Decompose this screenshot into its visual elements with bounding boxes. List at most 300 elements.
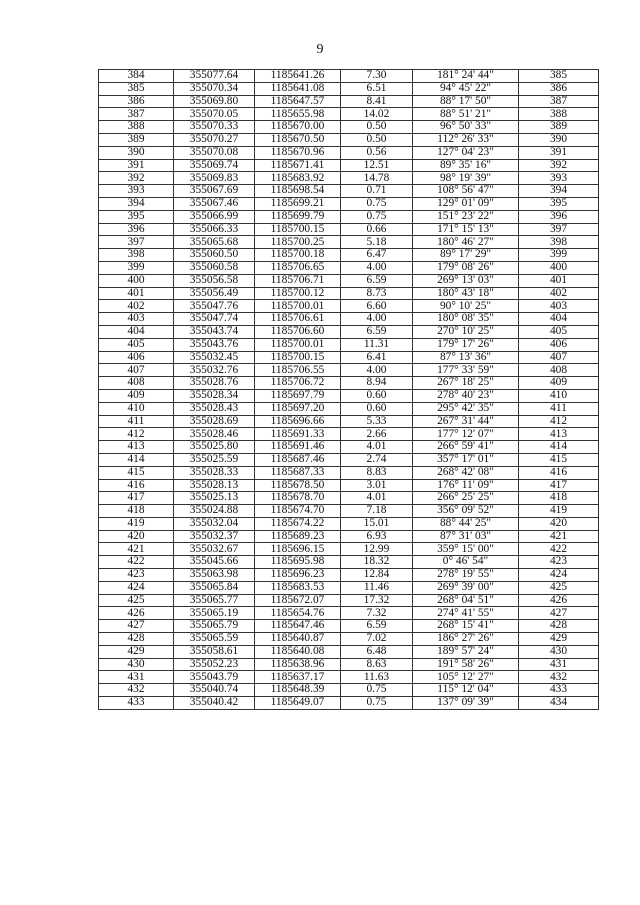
distance-cell: 2.74 xyxy=(341,453,413,466)
y-coordinate-cell: 1185670.00 xyxy=(255,121,341,134)
point-number-cell: 433 xyxy=(99,697,174,710)
table-row xyxy=(99,325,599,338)
point-number-cell: 406 xyxy=(99,351,174,364)
next-point-cell: 395 xyxy=(519,197,599,210)
distance-cell: 0.60 xyxy=(341,389,413,402)
y-coordinate-cell: 1185671.41 xyxy=(255,159,341,172)
table-row xyxy=(99,389,599,402)
table-row xyxy=(99,249,599,262)
x-coordinate-cell: 355028.13 xyxy=(174,479,255,492)
y-coordinate-cell: 1185706.61 xyxy=(255,313,341,326)
table-row xyxy=(99,197,599,210)
distance-cell: 0.66 xyxy=(341,223,413,236)
distance-cell: 4.01 xyxy=(341,492,413,505)
point-number-cell: 427 xyxy=(99,620,174,633)
next-point-cell: 434 xyxy=(519,697,599,710)
bearing-cell: 112° 26' 33" xyxy=(413,133,519,146)
next-point-cell: 391 xyxy=(519,146,599,159)
next-point-cell: 431 xyxy=(519,658,599,671)
next-point-cell: 417 xyxy=(519,479,599,492)
bearing-cell: 267° 18' 25" xyxy=(413,377,519,390)
point-number-cell: 398 xyxy=(99,249,174,262)
bearing-cell: 108° 56' 47" xyxy=(413,185,519,198)
distance-cell: 11.31 xyxy=(341,338,413,351)
point-number-cell: 424 xyxy=(99,581,174,594)
table-row xyxy=(99,633,599,646)
table-row xyxy=(99,479,599,492)
y-coordinate-cell: 1185637.17 xyxy=(255,671,341,684)
table-row xyxy=(99,530,599,543)
table-row xyxy=(99,159,599,172)
x-coordinate-cell: 355065.59 xyxy=(174,633,255,646)
x-coordinate-cell: 355043.79 xyxy=(174,671,255,684)
point-number-cell: 404 xyxy=(99,325,174,338)
x-coordinate-cell: 355047.74 xyxy=(174,313,255,326)
table-row xyxy=(99,581,599,594)
bearing-cell: 267° 31' 44" xyxy=(413,415,519,428)
distance-cell: 6.51 xyxy=(341,82,413,95)
bearing-cell: 268° 15' 41" xyxy=(413,620,519,633)
y-coordinate-cell: 1185691.33 xyxy=(255,428,341,441)
y-coordinate-cell: 1185700.25 xyxy=(255,236,341,249)
y-coordinate-cell: 1185698.54 xyxy=(255,185,341,198)
distance-cell: 8.63 xyxy=(341,658,413,671)
next-point-cell: 399 xyxy=(519,249,599,262)
x-coordinate-cell: 355032.37 xyxy=(174,530,255,543)
next-point-cell: 413 xyxy=(519,428,599,441)
table-row xyxy=(99,261,599,274)
y-coordinate-cell: 1185700.01 xyxy=(255,338,341,351)
x-coordinate-cell: 355060.58 xyxy=(174,261,255,274)
table-row xyxy=(99,492,599,505)
point-number-cell: 429 xyxy=(99,645,174,658)
y-coordinate-cell: 1185655.98 xyxy=(255,108,341,121)
point-number-cell: 402 xyxy=(99,300,174,313)
point-number-cell: 422 xyxy=(99,556,174,569)
x-coordinate-cell: 355065.79 xyxy=(174,620,255,633)
bearing-cell: 357° 17' 01" xyxy=(413,453,519,466)
x-coordinate-cell: 355065.68 xyxy=(174,236,255,249)
bearing-cell: 180° 43' 18" xyxy=(413,287,519,300)
bearing-cell: 171° 15' 13" xyxy=(413,223,519,236)
page-number: 9 xyxy=(316,42,324,57)
y-coordinate-cell: 1185689.23 xyxy=(255,530,341,543)
point-number-cell: 410 xyxy=(99,402,174,415)
y-coordinate-cell: 1185640.87 xyxy=(255,633,341,646)
distance-cell: 0.75 xyxy=(341,197,413,210)
y-coordinate-cell: 1185641.26 xyxy=(255,70,341,83)
bearing-cell: 90° 10' 25" xyxy=(413,300,519,313)
next-point-cell: 409 xyxy=(519,377,599,390)
bearing-cell: 274° 41' 55" xyxy=(413,607,519,620)
bearing-cell: 278° 40' 23" xyxy=(413,389,519,402)
next-point-cell: 428 xyxy=(519,620,599,633)
distance-cell: 0.75 xyxy=(341,684,413,697)
point-number-cell: 401 xyxy=(99,287,174,300)
distance-cell: 0.75 xyxy=(341,210,413,223)
bearing-cell: 266° 25' 25" xyxy=(413,492,519,505)
next-point-cell: 421 xyxy=(519,530,599,543)
y-coordinate-cell: 1185672.07 xyxy=(255,594,341,607)
x-coordinate-cell: 355043.76 xyxy=(174,338,255,351)
distance-cell: 12.51 xyxy=(341,159,413,172)
table-row xyxy=(99,133,599,146)
bearing-cell: 96° 50' 33" xyxy=(413,121,519,134)
table-row xyxy=(99,607,599,620)
bearing-cell: 89° 35' 16" xyxy=(413,159,519,172)
table-row xyxy=(99,441,599,454)
y-coordinate-cell: 1185699.21 xyxy=(255,197,341,210)
bearing-cell: 189° 57' 24" xyxy=(413,645,519,658)
y-coordinate-cell: 1185700.18 xyxy=(255,249,341,262)
y-coordinate-cell: 1185647.46 xyxy=(255,620,341,633)
table-row xyxy=(99,569,599,582)
distance-cell: 8.94 xyxy=(341,377,413,390)
bearing-cell: 180° 08' 35" xyxy=(413,313,519,326)
x-coordinate-cell: 355065.19 xyxy=(174,607,255,620)
y-coordinate-cell: 1185706.55 xyxy=(255,364,341,377)
point-number-cell: 388 xyxy=(99,121,174,134)
bearing-cell: 87° 13' 36" xyxy=(413,351,519,364)
point-number-cell: 391 xyxy=(99,159,174,172)
next-point-cell: 414 xyxy=(519,441,599,454)
distance-cell: 5.33 xyxy=(341,415,413,428)
x-coordinate-cell: 355028.43 xyxy=(174,402,255,415)
table-row xyxy=(99,645,599,658)
table-row xyxy=(99,172,599,185)
next-point-cell: 386 xyxy=(519,82,599,95)
coordinates-table-body xyxy=(99,70,599,710)
point-number-cell: 426 xyxy=(99,607,174,620)
y-coordinate-cell: 1185696.15 xyxy=(255,543,341,556)
y-coordinate-cell: 1185678.50 xyxy=(255,479,341,492)
coordinates-table xyxy=(98,69,599,710)
distance-cell: 4.00 xyxy=(341,261,413,274)
next-point-cell: 424 xyxy=(519,569,599,582)
next-point-cell: 408 xyxy=(519,364,599,377)
x-coordinate-cell: 355058.61 xyxy=(174,645,255,658)
y-coordinate-cell: 1185706.60 xyxy=(255,325,341,338)
y-coordinate-cell: 1185640.08 xyxy=(255,645,341,658)
x-coordinate-cell: 355025.13 xyxy=(174,492,255,505)
x-coordinate-cell: 355060.50 xyxy=(174,249,255,262)
table-row xyxy=(99,287,599,300)
y-coordinate-cell: 1185706.71 xyxy=(255,274,341,287)
x-coordinate-cell: 355025.59 xyxy=(174,453,255,466)
next-point-cell: 387 xyxy=(519,95,599,108)
table-row xyxy=(99,620,599,633)
x-coordinate-cell: 355070.33 xyxy=(174,121,255,134)
bearing-cell: 269° 39' 00" xyxy=(413,581,519,594)
next-point-cell: 389 xyxy=(519,121,599,134)
distance-cell: 0.71 xyxy=(341,185,413,198)
x-coordinate-cell: 355070.34 xyxy=(174,82,255,95)
point-number-cell: 408 xyxy=(99,377,174,390)
point-number-cell: 425 xyxy=(99,594,174,607)
distance-cell: 18.32 xyxy=(341,556,413,569)
distance-cell: 0.60 xyxy=(341,402,413,415)
next-point-cell: 396 xyxy=(519,210,599,223)
table-row xyxy=(99,377,599,390)
bearing-cell: 127° 04' 23" xyxy=(413,146,519,159)
x-coordinate-cell: 355052.23 xyxy=(174,658,255,671)
next-point-cell: 432 xyxy=(519,671,599,684)
next-point-cell: 406 xyxy=(519,338,599,351)
next-point-cell: 411 xyxy=(519,402,599,415)
y-coordinate-cell: 1185699.79 xyxy=(255,210,341,223)
point-number-cell: 389 xyxy=(99,133,174,146)
next-point-cell: 404 xyxy=(519,313,599,326)
x-coordinate-cell: 355066.99 xyxy=(174,210,255,223)
distance-cell: 7.32 xyxy=(341,607,413,620)
x-coordinate-cell: 355028.33 xyxy=(174,466,255,479)
point-number-cell: 403 xyxy=(99,313,174,326)
next-point-cell: 418 xyxy=(519,492,599,505)
bearing-cell: 88° 51' 21" xyxy=(413,108,519,121)
y-coordinate-cell: 1185695.98 xyxy=(255,556,341,569)
distance-cell: 11.46 xyxy=(341,581,413,594)
bearing-cell: 88° 44' 25" xyxy=(413,517,519,530)
point-number-cell: 428 xyxy=(99,633,174,646)
bearing-cell: 94° 45' 22" xyxy=(413,82,519,95)
bearing-cell: 270° 10' 25" xyxy=(413,325,519,338)
table-row xyxy=(99,402,599,415)
table-row xyxy=(99,428,599,441)
point-number-cell: 385 xyxy=(99,82,174,95)
table-row xyxy=(99,594,599,607)
next-point-cell: 392 xyxy=(519,159,599,172)
bearing-cell: 151° 23' 22" xyxy=(413,210,519,223)
y-coordinate-cell: 1185700.15 xyxy=(255,223,341,236)
bearing-cell: 269° 13' 03" xyxy=(413,274,519,287)
bearing-cell: 0° 46' 54" xyxy=(413,556,519,569)
y-coordinate-cell: 1185670.96 xyxy=(255,146,341,159)
distance-cell: 12.99 xyxy=(341,543,413,556)
x-coordinate-cell: 355028.76 xyxy=(174,377,255,390)
distance-cell: 6.59 xyxy=(341,620,413,633)
x-coordinate-cell: 355043.74 xyxy=(174,325,255,338)
y-coordinate-cell: 1185638.96 xyxy=(255,658,341,671)
x-coordinate-cell: 355047.76 xyxy=(174,300,255,313)
next-point-cell: 429 xyxy=(519,633,599,646)
table-row xyxy=(99,671,599,684)
table-row xyxy=(99,505,599,518)
distance-cell: 6.93 xyxy=(341,530,413,543)
y-coordinate-cell: 1185700.15 xyxy=(255,351,341,364)
x-coordinate-cell: 355028.46 xyxy=(174,428,255,441)
next-point-cell: 422 xyxy=(519,543,599,556)
x-coordinate-cell: 355070.27 xyxy=(174,133,255,146)
next-point-cell: 385 xyxy=(519,70,599,83)
point-number-cell: 430 xyxy=(99,658,174,671)
bearing-cell: 179° 17' 26" xyxy=(413,338,519,351)
distance-cell: 4.01 xyxy=(341,441,413,454)
bearing-cell: 191° 58' 26" xyxy=(413,658,519,671)
bearing-cell: 359° 15' 00" xyxy=(413,543,519,556)
point-number-cell: 414 xyxy=(99,453,174,466)
point-number-cell: 423 xyxy=(99,569,174,582)
distance-cell: 6.60 xyxy=(341,300,413,313)
x-coordinate-cell: 355070.05 xyxy=(174,108,255,121)
table-row xyxy=(99,658,599,671)
distance-cell: 0.50 xyxy=(341,121,413,134)
next-point-cell: 415 xyxy=(519,453,599,466)
bearing-cell: 180° 46' 27" xyxy=(413,236,519,249)
next-point-cell: 427 xyxy=(519,607,599,620)
point-number-cell: 397 xyxy=(99,236,174,249)
distance-cell: 7.02 xyxy=(341,633,413,646)
next-point-cell: 420 xyxy=(519,517,599,530)
distance-cell: 0.50 xyxy=(341,133,413,146)
y-coordinate-cell: 1185696.23 xyxy=(255,569,341,582)
table-row xyxy=(99,146,599,159)
point-number-cell: 407 xyxy=(99,364,174,377)
x-coordinate-cell: 355067.46 xyxy=(174,197,255,210)
y-coordinate-cell: 1185696.66 xyxy=(255,415,341,428)
point-number-cell: 420 xyxy=(99,530,174,543)
point-number-cell: 419 xyxy=(99,517,174,530)
table-row xyxy=(99,453,599,466)
y-coordinate-cell: 1185700.12 xyxy=(255,287,341,300)
next-point-cell: 393 xyxy=(519,172,599,185)
point-number-cell: 411 xyxy=(99,415,174,428)
distance-cell: 6.48 xyxy=(341,645,413,658)
next-point-cell: 390 xyxy=(519,133,599,146)
point-number-cell: 412 xyxy=(99,428,174,441)
bearing-cell: 137° 09' 39" xyxy=(413,697,519,710)
next-point-cell: 397 xyxy=(519,223,599,236)
table-row xyxy=(99,697,599,710)
point-number-cell: 390 xyxy=(99,146,174,159)
distance-cell: 6.59 xyxy=(341,274,413,287)
x-coordinate-cell: 355032.76 xyxy=(174,364,255,377)
distance-cell: 12.84 xyxy=(341,569,413,582)
bearing-cell: 177° 12' 07" xyxy=(413,428,519,441)
x-coordinate-cell: 355032.45 xyxy=(174,351,255,364)
point-number-cell: 386 xyxy=(99,95,174,108)
x-coordinate-cell: 355045.66 xyxy=(174,556,255,569)
next-point-cell: 388 xyxy=(519,108,599,121)
point-number-cell: 387 xyxy=(99,108,174,121)
bearing-cell: 105° 12' 27" xyxy=(413,671,519,684)
table-row xyxy=(99,108,599,121)
point-number-cell: 393 xyxy=(99,185,174,198)
x-coordinate-cell: 355028.69 xyxy=(174,415,255,428)
distance-cell: 6.41 xyxy=(341,351,413,364)
y-coordinate-cell: 1185649.07 xyxy=(255,697,341,710)
x-coordinate-cell: 355032.04 xyxy=(174,517,255,530)
bearing-cell: 177° 33' 59" xyxy=(413,364,519,377)
bearing-cell: 89° 17' 29" xyxy=(413,249,519,262)
x-coordinate-cell: 355063.98 xyxy=(174,569,255,582)
y-coordinate-cell: 1185687.46 xyxy=(255,453,341,466)
point-number-cell: 418 xyxy=(99,505,174,518)
bearing-cell: 87° 31' 03" xyxy=(413,530,519,543)
distance-cell: 4.00 xyxy=(341,364,413,377)
x-coordinate-cell: 355065.77 xyxy=(174,594,255,607)
next-point-cell: 407 xyxy=(519,351,599,364)
distance-cell: 14.78 xyxy=(341,172,413,185)
distance-cell: 11.63 xyxy=(341,671,413,684)
distance-cell: 4.00 xyxy=(341,313,413,326)
point-number-cell: 431 xyxy=(99,671,174,684)
point-number-cell: 394 xyxy=(99,197,174,210)
next-point-cell: 416 xyxy=(519,466,599,479)
next-point-cell: 410 xyxy=(519,389,599,402)
table-row xyxy=(99,300,599,313)
distance-cell: 7.18 xyxy=(341,505,413,518)
distance-cell: 14.02 xyxy=(341,108,413,121)
distance-cell: 8.41 xyxy=(341,95,413,108)
y-coordinate-cell: 1185674.70 xyxy=(255,505,341,518)
y-coordinate-cell: 1185706.72 xyxy=(255,377,341,390)
y-coordinate-cell: 1185706.65 xyxy=(255,261,341,274)
distance-cell: 17.32 xyxy=(341,594,413,607)
x-coordinate-cell: 355032.67 xyxy=(174,543,255,556)
next-point-cell: 425 xyxy=(519,581,599,594)
x-coordinate-cell: 355056.58 xyxy=(174,274,255,287)
table-row xyxy=(99,121,599,134)
x-coordinate-cell: 355077.64 xyxy=(174,70,255,83)
y-coordinate-cell: 1185697.79 xyxy=(255,389,341,402)
y-coordinate-cell: 1185683.92 xyxy=(255,172,341,185)
point-number-cell: 421 xyxy=(99,543,174,556)
bearing-cell: 179° 08' 26" xyxy=(413,261,519,274)
distance-cell: 15.01 xyxy=(341,517,413,530)
table-row xyxy=(99,338,599,351)
y-coordinate-cell: 1185674.22 xyxy=(255,517,341,530)
next-point-cell: 400 xyxy=(519,261,599,274)
next-point-cell: 426 xyxy=(519,594,599,607)
y-coordinate-cell: 1185691.46 xyxy=(255,441,341,454)
bearing-cell: 268° 04' 51" xyxy=(413,594,519,607)
distance-cell: 7.30 xyxy=(341,70,413,83)
table-row xyxy=(99,556,599,569)
x-coordinate-cell: 355069.80 xyxy=(174,95,255,108)
point-number-cell: 415 xyxy=(99,466,174,479)
x-coordinate-cell: 355067.69 xyxy=(174,185,255,198)
bearing-cell: 266° 59' 41" xyxy=(413,441,519,454)
bearing-cell: 88° 17' 50" xyxy=(413,95,519,108)
table-row xyxy=(99,236,599,249)
point-number-cell: 392 xyxy=(99,172,174,185)
y-coordinate-cell: 1185683.53 xyxy=(255,581,341,594)
table-row xyxy=(99,684,599,697)
next-point-cell: 433 xyxy=(519,684,599,697)
point-number-cell: 396 xyxy=(99,223,174,236)
bearing-cell: 129° 01' 09" xyxy=(413,197,519,210)
x-coordinate-cell: 355070.08 xyxy=(174,146,255,159)
distance-cell: 2.66 xyxy=(341,428,413,441)
y-coordinate-cell: 1185641.08 xyxy=(255,82,341,95)
point-number-cell: 409 xyxy=(99,389,174,402)
distance-cell: 6.47 xyxy=(341,249,413,262)
bearing-cell: 181° 24' 44" xyxy=(413,70,519,83)
next-point-cell: 394 xyxy=(519,185,599,198)
bearing-cell: 356° 09' 52" xyxy=(413,505,519,518)
point-number-cell: 395 xyxy=(99,210,174,223)
table-row xyxy=(99,313,599,326)
table-row xyxy=(99,543,599,556)
table-row xyxy=(99,274,599,287)
y-coordinate-cell: 1185648.39 xyxy=(255,684,341,697)
x-coordinate-cell: 355025.80 xyxy=(174,441,255,454)
bearing-cell: 186° 27' 26" xyxy=(413,633,519,646)
next-point-cell: 430 xyxy=(519,645,599,658)
next-point-cell: 403 xyxy=(519,300,599,313)
y-coordinate-cell: 1185687.33 xyxy=(255,466,341,479)
distance-cell: 6.59 xyxy=(341,325,413,338)
